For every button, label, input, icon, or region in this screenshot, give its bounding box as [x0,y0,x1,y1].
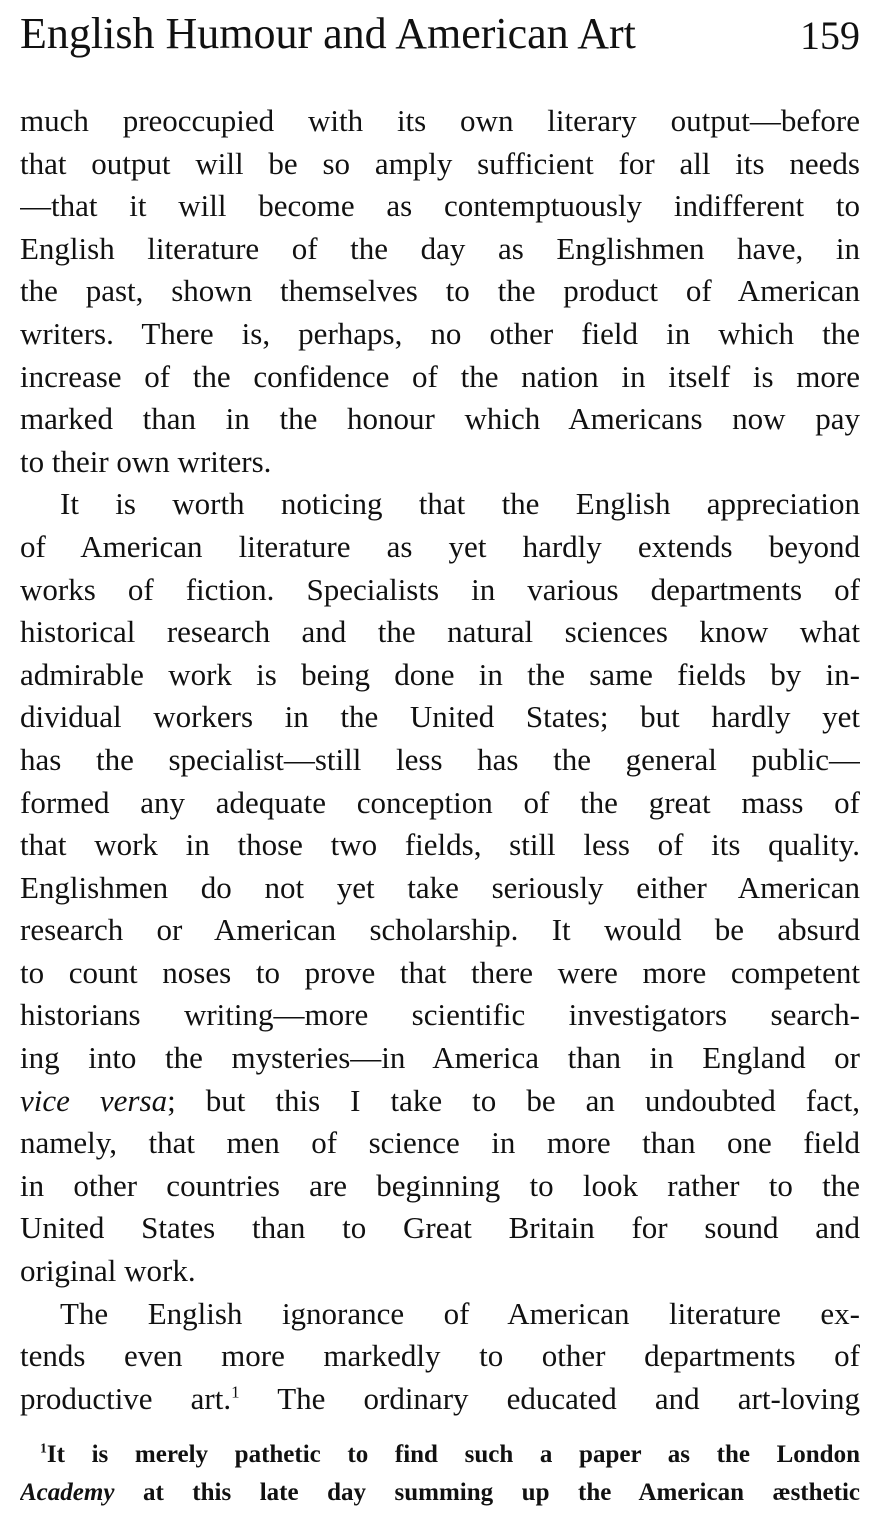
text-line: historical research and the natural sciences know what [20,614,860,650]
footnote-line [20,1436,860,1474]
text-line: of American literature as yet hardly extends beyond [20,528,860,564]
text-line: original work. [20,1253,196,1289]
text-line: The English ignorance of American literature ex- [60,1295,860,1331]
footnote-reference[interactable]: 1 [231,1382,240,1402]
text-line: that work in those two fields, still less of its quality. [20,827,860,863]
text-line: Englishmen do not yet take seriously either American [20,869,860,905]
text-line: the past, shown themselves to the product of American [20,273,860,309]
page-number: 159 [800,13,860,58]
text-line: much preoccupied with its own literary output—before [20,103,860,138]
text-line: historians writing—more scientific investigators search- [20,997,860,1033]
text-line: United States than to Great Britain for sound and [20,1210,860,1246]
footnote-line [20,1474,860,1512]
footnote-text: It is merely pathetic to find such a paper as the London [46,1441,860,1468]
footnote-italic: Academy [20,1479,115,1506]
text-line: formed any adequate conception of the great mass of [20,784,860,820]
text-line: works of fiction. Specialists in various departments of [20,571,860,607]
footnote [20,1436,860,1512]
text-line: research or American scholarship. It would be absurd [20,912,860,948]
text-line: admirable work is being done in the same fields by in- [20,656,860,692]
text-line: namely, that men of science in more than one field [20,1125,860,1161]
text-line: ing into the mysteries—in America than in England or [20,1040,860,1076]
italic-phrase: vice versa [20,1082,168,1118]
text-line: that output will be so amply sufficient for all its needs [20,145,860,181]
running-title: English Humour and American Art [20,9,636,58]
text-line [20,1378,860,1421]
text-line: dividual workers in the United States; but hardly yet [20,699,860,735]
running-header [20,8,860,68]
text-line: in other countries are beginning to look rather to the [20,1167,860,1203]
body-text [20,100,860,1420]
text-span: The ordinary educated and art-loving [239,1380,860,1416]
text-line: has the specialist—still less has the general public— [20,741,860,777]
text-line: increase of the confidence of the nation in itself is more [20,358,860,394]
footnote-text: at this late day summing up the American æsthetic [114,1479,860,1506]
text-line: —that it will become as contemptuously indifferent to [20,188,860,224]
text-span: ; but this I take to be an undoubted fact, [167,1082,860,1118]
text-span: productive art. [20,1380,232,1416]
text-line: to their own writers. [20,443,272,479]
text-line [20,1080,860,1123]
text-line: It is worth noticing that the English appreciation [60,486,860,522]
text-line: marked than in the honour which Americans now pay [20,401,860,437]
footnote-marker: 1 [40,1440,47,1456]
text-line: writers. There is, perhaps, no other field in which the [20,315,860,351]
text-line: tends even more markedly to other departments of [20,1338,860,1374]
text-line: English literature of the day as Englishmen have, in [20,230,860,266]
text-line: to count noses to prove that there were more competent [20,954,860,990]
